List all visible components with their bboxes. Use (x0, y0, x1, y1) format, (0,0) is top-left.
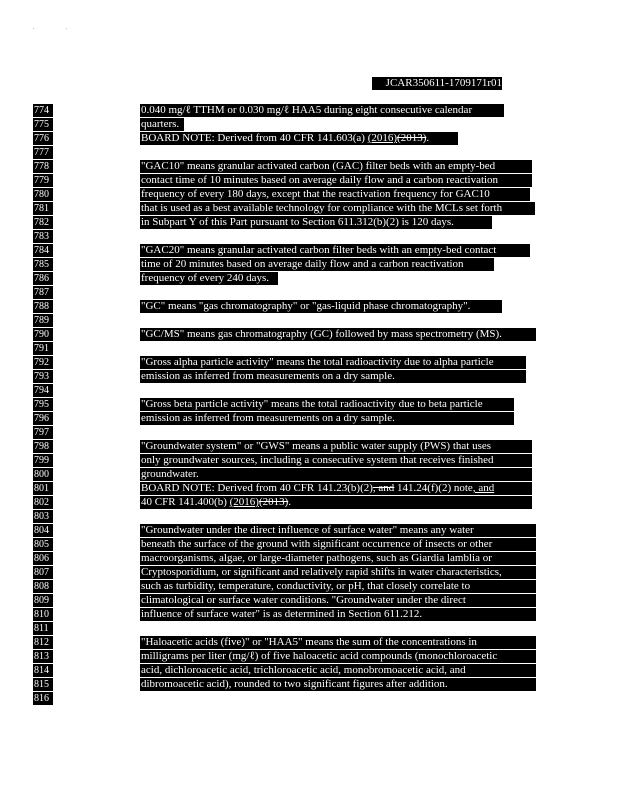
text-line: "Gross alpha particle activity" means the total radioactivity due to alpha particle (140, 356, 526, 369)
text-line: "GC" means "gas chromatography" or "gas-liquid phase chromatography". (140, 300, 502, 313)
line-number: 779 (33, 174, 53, 187)
text-line: frequency of every 240 days. (140, 272, 278, 285)
line-number: 774 (33, 104, 53, 117)
text-line: "Gross beta particle activity" means the total radioactivity due to beta particle (140, 398, 514, 411)
text-line: influence of surface water" is as determined in Section 611.212. (140, 608, 536, 621)
line-number: 816 (33, 692, 53, 705)
inserted-text: (2016) (229, 496, 259, 508)
text-line: "Groundwater system" or "GWS" means a public water supply (PWS) that uses (140, 440, 532, 453)
text-line: only groundwater sources, including a consecutive system that receives finished (140, 454, 532, 467)
line-number: 788 (33, 300, 53, 313)
line-number: 801 (33, 482, 53, 495)
text-line: BOARD NOTE: Derived from 40 CFR 141.603(a) (2016)(2013). (140, 132, 458, 145)
text-line: macroorganisms, algae, or large-diameter pathogens, such as Giardia lamblia or (140, 552, 536, 565)
line-number: 775 (33, 118, 53, 131)
inserted-text: , and (472, 482, 495, 494)
line-number: 793 (33, 370, 53, 383)
line-number: 794 (33, 384, 53, 397)
text-line: "Haloacetic acids (five)" or "HAA5" means the sum of the concentrations in (140, 636, 536, 649)
line-number: 780 (33, 188, 53, 201)
line-number: 802 (33, 496, 53, 509)
document-id-header: JCAR350611-1709171r01 (372, 77, 502, 90)
line-number: 809 (33, 594, 53, 607)
text-line: "GC/MS" means gas chromatography (GC) followed by mass spectrometry (MS). (140, 328, 536, 341)
line-number: 784 (33, 244, 53, 257)
text-line: 0.040 mg/ℓ TTHM or 0.030 mg/ℓ HAA5 during eight consecutive calendar (140, 104, 504, 117)
line-number: 785 (33, 258, 53, 271)
line-number: 789 (33, 314, 53, 327)
text-line: "GAC10" means granular activated carbon (GAC) filter beds with an empty-bed (140, 160, 532, 173)
scan-mark: ' (33, 28, 35, 34)
line-number: 808 (33, 580, 53, 593)
line-number: 805 (33, 538, 53, 551)
text-line: time of 20 minutes based on average daily flow and a carbon reactivation (140, 258, 494, 271)
text-line: Cryptosporidium, or significant and relatively rapid shifts in water characteristics, (140, 566, 536, 579)
line-number: 795 (33, 398, 53, 411)
text-line: groundwater. (140, 468, 532, 481)
line-number: 798 (33, 440, 53, 453)
line-number: 777 (33, 146, 53, 159)
line-number: 792 (33, 356, 53, 369)
line-number: 815 (33, 678, 53, 691)
text-line: 40 CFR 141.400(b) (2016)(2013). (140, 496, 532, 509)
text-line: beneath the surface of the ground with significant occurrence of insects or other (140, 538, 536, 551)
text-line: emission as inferred from measurements on a dry sample. (140, 370, 526, 383)
text-line: "GAC20" means granular activated carbon filter beds with an empty-bed contact (140, 244, 530, 257)
text-line: quarters. (140, 118, 184, 131)
text-line: in Subpart Y of this Part pursuant to Section 611.312(b)(2) is 120 days. (140, 216, 492, 229)
text-line: frequency of every 180 days, except that the reactivation frequency for GAC10 (140, 188, 530, 201)
line-number: 811 (33, 622, 53, 635)
text-line: "Groundwater under the direct influence of surface water" means any water (140, 524, 536, 537)
line-number: 796 (33, 412, 53, 425)
line-number: 812 (33, 636, 53, 649)
line-number: 790 (33, 328, 53, 341)
deleted-text: , and (372, 482, 395, 494)
text-line: climatological or surface water conditions. "Groundwater under the direct (140, 594, 536, 607)
line-number: 787 (33, 286, 53, 299)
line-number: 804 (33, 524, 53, 537)
line-number: 813 (33, 650, 53, 663)
text-line: that is used as a best available technology for compliance with the MCLs set forth (140, 202, 535, 215)
line-number: 810 (33, 608, 53, 621)
text-line: dibromoacetic acid), rounded to two significant figures after addition. (140, 678, 536, 691)
line-number: 781 (33, 202, 53, 215)
deleted-text: (2013) (258, 496, 289, 508)
line-number: 783 (33, 230, 53, 243)
line-number: 799 (33, 454, 53, 467)
line-number: 776 (33, 132, 53, 145)
scan-mark: ' (66, 28, 68, 34)
line-number: 814 (33, 664, 53, 677)
text-line: milligrams per liter (mg/ℓ) of five haloacetic acid compounds (monochloroacetic (140, 650, 536, 663)
deleted-text: (2013) (397, 132, 427, 144)
line-number: 791 (33, 342, 53, 355)
text-line: such as turbidity, temperature, conductivity, or pH, that closely correlate to (140, 580, 536, 593)
line-number: 806 (33, 552, 53, 565)
line-number: 800 (33, 468, 53, 481)
line-number: 797 (33, 426, 53, 439)
line-number: 782 (33, 216, 53, 229)
text-line: BOARD NOTE: Derived from 40 CFR 141.23(b)(2), and 141.24(f)(2) note, and (140, 482, 532, 495)
text-line: contact time of 10 minutes based on average daily flow and a carbon reactivation (140, 174, 532, 187)
line-number: 778 (33, 160, 53, 173)
line-number: 803 (33, 510, 53, 523)
line-number: 807 (33, 566, 53, 579)
line-number: 786 (33, 272, 53, 285)
inserted-text: (2016) (367, 132, 398, 144)
text-line: emission as inferred from measurements on a dry sample. (140, 412, 514, 425)
text-line: acid, dichloroacetic acid, trichloroacetic acid, monobromoacetic acid, and (140, 664, 536, 677)
